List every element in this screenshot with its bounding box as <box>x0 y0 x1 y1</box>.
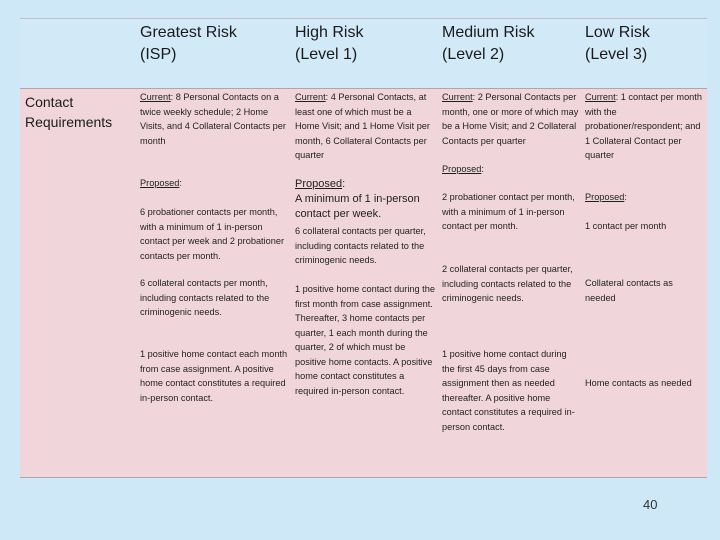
level2-proposed-2 <box>442 262 580 306</box>
column-subtitle: (Level 3) <box>585 46 648 63</box>
proposed-text: Collateral contacts as needed <box>585 278 673 303</box>
proposed-text: 1 contact per month <box>585 221 667 231</box>
current-label: Current <box>140 92 171 102</box>
level3-proposed-2 <box>585 276 703 305</box>
column-title: Low Risk <box>585 24 650 41</box>
level2-proposed-label <box>442 162 580 177</box>
isp-proposed-3 <box>140 347 290 405</box>
current-text: : 8 Personal Contacts on a twice weekly schedule; 2 Home Visits, and 4 Collateral Contacts per month <box>140 92 286 146</box>
column-header-level2 <box>442 22 534 66</box>
current-text: : 4 Personal Contacts, at least one of which must be a Home Visit; and 1 Home Visit per month, 6 Collateral Contacts per quarter <box>295 92 430 160</box>
level2-proposed-3 <box>442 347 580 434</box>
column-subtitle: (Level 1) <box>295 46 358 63</box>
level1-proposed-3 <box>295 282 435 398</box>
column-title: High Risk <box>295 24 364 41</box>
isp-proposed-2 <box>140 276 290 320</box>
proposed-text: 6 collateral contacts per quarter, including contacts related to the criminogenic needs. <box>295 226 426 265</box>
column-subtitle: (ISP) <box>140 46 177 63</box>
proposed-text: 1 positive home contact during the first 45 days from case assignment then as needed thereafter. A positive home contact constitutes a required in-person contact. <box>442 349 575 432</box>
proposed-label: Proposed <box>295 178 343 190</box>
row-label-line2: Requirements <box>25 114 113 130</box>
level2-current <box>442 90 580 148</box>
row-label <box>25 92 112 132</box>
proposed-text: 6 probationer contacts per month, with a minimum of 1 in-person contact per week and 2 probationer contacts per month. <box>140 207 285 261</box>
level3-proposed-1 <box>585 219 703 234</box>
level1-proposed-1 <box>295 177 435 222</box>
proposed-text: A minimum of 1 in-person contact per week. <box>295 193 420 220</box>
proposed-label: Proposed <box>585 192 625 202</box>
current-label: Current <box>295 92 326 102</box>
proposed-text: 2 probationer contact per month, with a minimum of 1 in-person contact per month. <box>442 192 575 231</box>
proposed-colon: : <box>624 192 627 202</box>
level1-current <box>295 90 435 163</box>
proposed-text: 6 collateral contacts per month, including contacts related to the criminogenic needs. <box>140 278 270 317</box>
column-header-level1 <box>295 22 363 66</box>
page-number: 40 <box>643 497 658 512</box>
column-subtitle: (Level 2) <box>442 46 505 63</box>
current-label: Current <box>585 92 616 102</box>
level3-proposed-3 <box>585 376 703 391</box>
proposed-label: Proposed <box>140 178 180 188</box>
proposed-colon: : <box>179 178 182 188</box>
proposed-text: Home contacts as needed <box>585 378 692 388</box>
level3-proposed-label <box>585 190 703 205</box>
isp-proposed-label <box>140 176 290 191</box>
column-header-level3 <box>585 22 650 66</box>
current-label: Current <box>442 92 473 102</box>
level3-current <box>585 90 703 163</box>
proposed-text: 2 collateral contacts per quarter, including contacts related to the criminogenic needs. <box>442 264 573 303</box>
row-label-line1: Contact <box>25 94 74 110</box>
isp-current <box>140 90 290 148</box>
column-title: Medium Risk <box>442 24 535 41</box>
level1-proposed-2 <box>295 224 435 268</box>
current-text: : 1 contact per month with the probationer/respondent; and 1 Collateral Contact per quarter <box>585 92 702 160</box>
proposed-text: 1 positive home contact each month from case assignment. A positive home contact constitutes a required in-person contact. <box>140 349 288 403</box>
current-text: : 2 Personal Contacts per month, one or more of which may be a Home Visit; and 2 Collateral Contacts per quarter <box>442 92 579 146</box>
column-title: Greatest Risk <box>140 24 237 41</box>
proposed-label: Proposed <box>442 164 482 174</box>
proposed-colon: : <box>481 164 484 174</box>
isp-proposed-1 <box>140 205 290 263</box>
proposed-text: 1 positive home contact during the first month from case assignment. Thereafter, 3 home contacts per quarter, 1 each month during the quarter, 2 of which must be positive home contacts. A positive home contact constitutes a required in-person contact. <box>295 284 435 396</box>
proposed-colon: : <box>342 178 346 190</box>
column-header-isp <box>140 22 237 66</box>
level2-proposed-1 <box>442 190 580 234</box>
